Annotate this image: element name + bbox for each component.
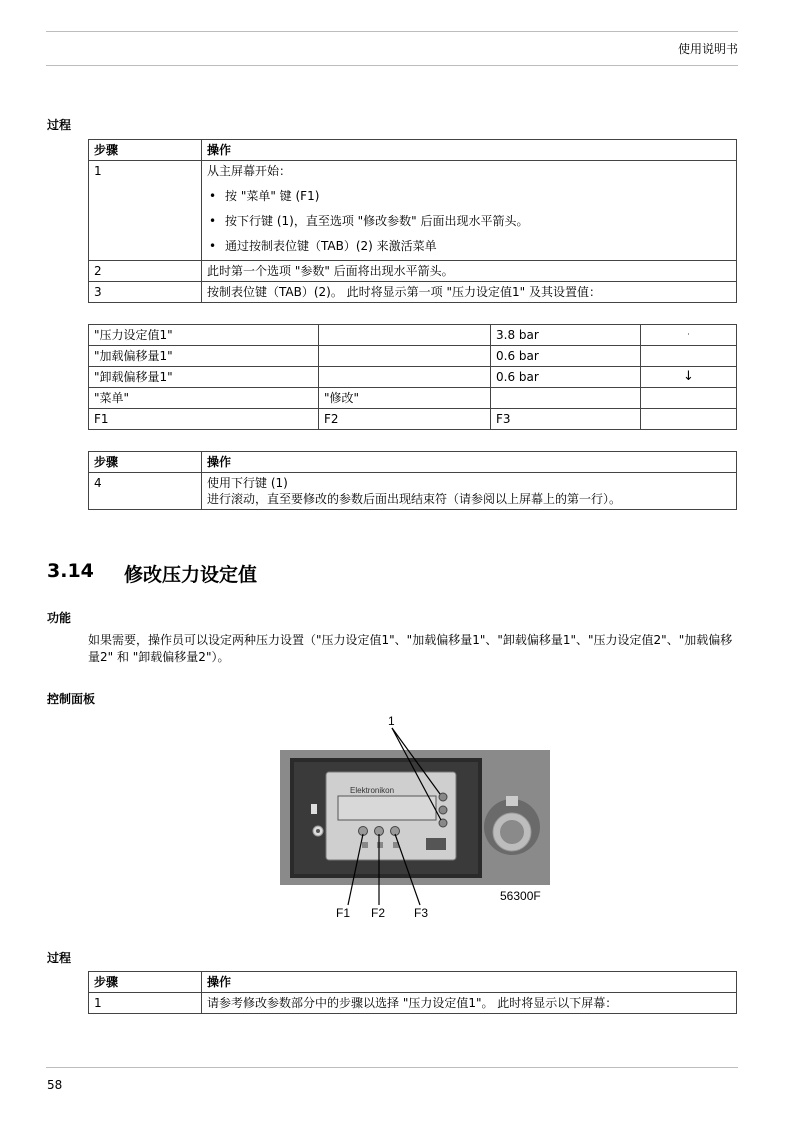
header-step: 步骤	[89, 452, 202, 473]
bullet-list	[207, 188, 731, 254]
chapter-number: 3.14	[47, 560, 94, 582]
table-row	[89, 261, 737, 282]
brand-logo	[426, 838, 446, 850]
step-number: 1	[89, 993, 202, 1014]
table-row	[89, 993, 737, 1014]
warning-icon	[506, 796, 518, 806]
process-table-2	[88, 971, 737, 1014]
table-row	[89, 367, 737, 388]
table-row	[89, 325, 737, 346]
screen-table	[88, 324, 737, 430]
screen-cell: 0.6 bar	[491, 367, 641, 388]
screen-cell	[319, 367, 491, 388]
up-key-icon	[439, 793, 447, 801]
step-action: 按制表位键（TAB）(2)。 此时将显示第一项 "压力设定值1" 及其设置值：	[202, 282, 737, 303]
page-number: 58	[47, 1078, 63, 1092]
figure-id: 56300F	[500, 889, 541, 903]
header-action: 操作	[202, 140, 737, 161]
section-label-process-2: 过程	[47, 951, 72, 965]
table-row	[89, 282, 737, 303]
header-rule	[46, 65, 738, 66]
step-number: 2	[89, 261, 202, 282]
step-intro: 从主屏幕开始：	[207, 164, 292, 178]
step-number: 1	[89, 161, 202, 261]
table-row	[89, 473, 737, 510]
arrow-down-icon: ↓	[641, 367, 737, 388]
function-key-symbol	[377, 842, 383, 848]
process-table	[88, 139, 737, 303]
step-line: 进行滚动，直至要修改的参数后面出现结束符（请参阅以上屏幕上的第一行）。	[207, 492, 622, 506]
step-number: 4	[89, 473, 202, 510]
f1-label: F1	[336, 906, 351, 920]
screen-cell: "压力设定值1"	[89, 325, 319, 346]
indicator-light	[311, 804, 317, 814]
step-line: 使用下行键 (1)	[207, 476, 288, 490]
screen-cell-marker: ·	[641, 325, 737, 346]
list-item: • 通过按制表位键（TAB）(2) 来激活菜单	[207, 238, 731, 254]
step-action: 此时第一个选项 "参数" 后面将出现水平箭头。	[202, 261, 737, 282]
screen-cell: "卸载偏移量1"	[89, 367, 319, 388]
screen-cell: "菜单"	[89, 388, 319, 409]
screen-cell	[319, 325, 491, 346]
function-paragraph: 如果需要，操作员可以设定两种压力设置（"压力设定值1"、"加载偏移量1"、"卸载偏移量1"、"压力设定值2"、"加载偏移量2" 和 "卸载偏移量2"）。	[88, 633, 733, 664]
device-brand-label: Elektronikon	[350, 786, 395, 795]
header-step: 步骤	[89, 972, 202, 993]
step-action: 请参考修改参数部分中的步骤以选择 "压力设定值1"。 此时将显示以下屏幕：	[202, 993, 737, 1014]
control-panel-figure	[280, 710, 550, 925]
footer-rule	[46, 1067, 738, 1068]
table-header-row	[89, 452, 737, 473]
screen-cell	[641, 388, 737, 409]
step-action	[202, 473, 737, 510]
screen-cell	[319, 346, 491, 367]
header-title: 使用说明书	[677, 42, 738, 56]
screen-cell	[491, 388, 641, 409]
screen-cell: 3.8 bar	[491, 325, 641, 346]
header-step: 步骤	[89, 140, 202, 161]
screen-cell: F2	[319, 409, 491, 430]
table-row	[89, 409, 737, 430]
step-number: 3	[89, 282, 202, 303]
section-label-control-panel: 控制面板	[47, 692, 96, 706]
down-key-icon	[439, 819, 447, 827]
screen-cell	[641, 346, 737, 367]
screen-cell: 0.6 bar	[491, 346, 641, 367]
f3-label: F3	[414, 906, 429, 920]
table-row	[89, 388, 737, 409]
header-action: 操作	[202, 972, 737, 993]
lcd-screen	[338, 796, 436, 820]
table-row	[89, 346, 737, 367]
function-key-symbol	[362, 842, 368, 848]
chapter-title: 修改压力设定值	[124, 564, 258, 586]
callout-label: 1	[388, 714, 395, 728]
section-label-function: 功能	[47, 611, 72, 625]
screen-cell: F3	[491, 409, 641, 430]
f2-label: F2	[371, 906, 386, 920]
screen-cell: F1	[89, 409, 319, 430]
tab-key-icon	[439, 806, 447, 814]
header-action: 操作	[202, 452, 737, 473]
step-action	[202, 161, 737, 261]
screen-cell: "加载偏移量1"	[89, 346, 319, 367]
top-rule	[46, 31, 738, 32]
list-item: • 按 "菜单" 键 (F1)	[207, 188, 731, 204]
screen-cell: "修改"	[319, 388, 491, 409]
list-item: • 按下行键 (1)，直至选项 "修改参数" 后面出现水平箭头。	[207, 213, 731, 229]
section-label-process: 过程	[47, 118, 72, 132]
step4-table	[88, 451, 737, 510]
screen-cell	[641, 409, 737, 430]
table-row	[89, 161, 737, 261]
table-header-row	[89, 972, 737, 993]
table-header-row	[89, 140, 737, 161]
